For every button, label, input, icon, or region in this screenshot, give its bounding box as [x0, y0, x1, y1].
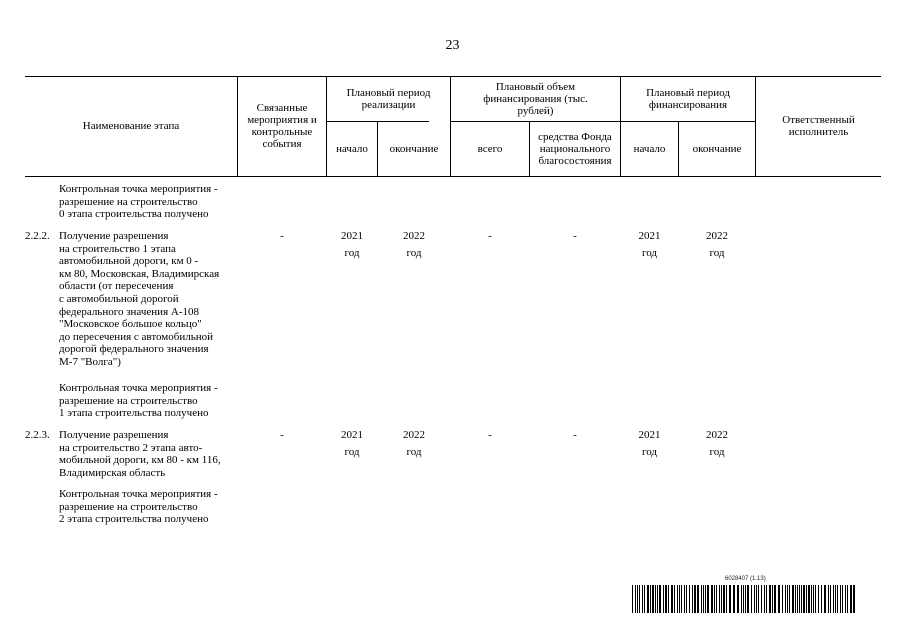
- header-related: Связанные мероприятия и контрольные события: [247, 102, 317, 150]
- fin-start-value: 2021 год: [638, 230, 661, 259]
- fin-end-value: 2022 год: [706, 230, 728, 259]
- barcode-number: 6028407 (1.13): [725, 576, 766, 582]
- header-fund: средства Фонда национального благосостояния: [538, 131, 612, 167]
- row-number: 2.2.3.: [25, 429, 50, 441]
- fin-start-value: 2021 год: [638, 429, 661, 458]
- stage-name: Получение разрешения на строительство 2 этапа авто- мобильной дороги, км 80 - км 116, Владимирская область: [59, 429, 221, 479]
- page-number: 23: [445, 38, 460, 53]
- fund-value: -: [573, 429, 577, 441]
- plan-end-value: 2022 год: [403, 429, 425, 458]
- header-plan-start: начало: [336, 143, 368, 155]
- checkpoint-stage-0: Контрольная точка мероприятия - разрешение на строительство 0 этапа строительства получено: [59, 183, 218, 221]
- header-total: всего: [477, 143, 503, 155]
- header-plan-period: Плановый период реализации: [346, 86, 431, 111]
- related-value: -: [280, 429, 284, 441]
- stage-name: Получение разрешения на строительство 1 этапа автомобильной дороги, км 0 - км 80, Московская, Владимирская области (от пересечения с автомобильной дорогой федерального значения А-108 "Московское большое кольцо" до пересечения с автомобильной дорогой федерального значения М-7 "Волга"): [59, 230, 220, 368]
- header-fin-end: окончание: [692, 143, 742, 155]
- header-fin-start: начало: [633, 143, 666, 155]
- fin-end-value: 2022 год: [706, 429, 728, 458]
- total-value: -: [488, 429, 492, 441]
- header-fin-period: Плановый период финансирования: [646, 86, 730, 111]
- related-value: -: [280, 230, 284, 242]
- plan-start-value: 2021 год: [341, 230, 363, 259]
- fund-value: -: [573, 230, 577, 242]
- header-bottom-rule: [25, 176, 881, 177]
- header-stage-name: Наименование этапа: [82, 120, 180, 132]
- row-number: 2.2.2.: [25, 230, 50, 242]
- header-responsible: Ответственный исполнитель: [782, 114, 855, 138]
- checkpoint-stage-2: Контрольная точка мероприятия - разрешение на строительство 2 этапа строительства получено: [59, 488, 218, 526]
- plan-end-value: 2022 год: [403, 230, 425, 259]
- header-plan-end: окончание: [389, 143, 439, 155]
- total-value: -: [488, 230, 492, 242]
- header-volume: Плановый объем финансирования (тыс. рублей): [483, 80, 588, 117]
- checkpoint-stage-1: Контрольная точка мероприятия - разрешение на строительство 1 этапа строительства получено: [59, 382, 218, 420]
- barcode: [632, 585, 857, 613]
- plan-start-value: 2021 год: [341, 429, 363, 458]
